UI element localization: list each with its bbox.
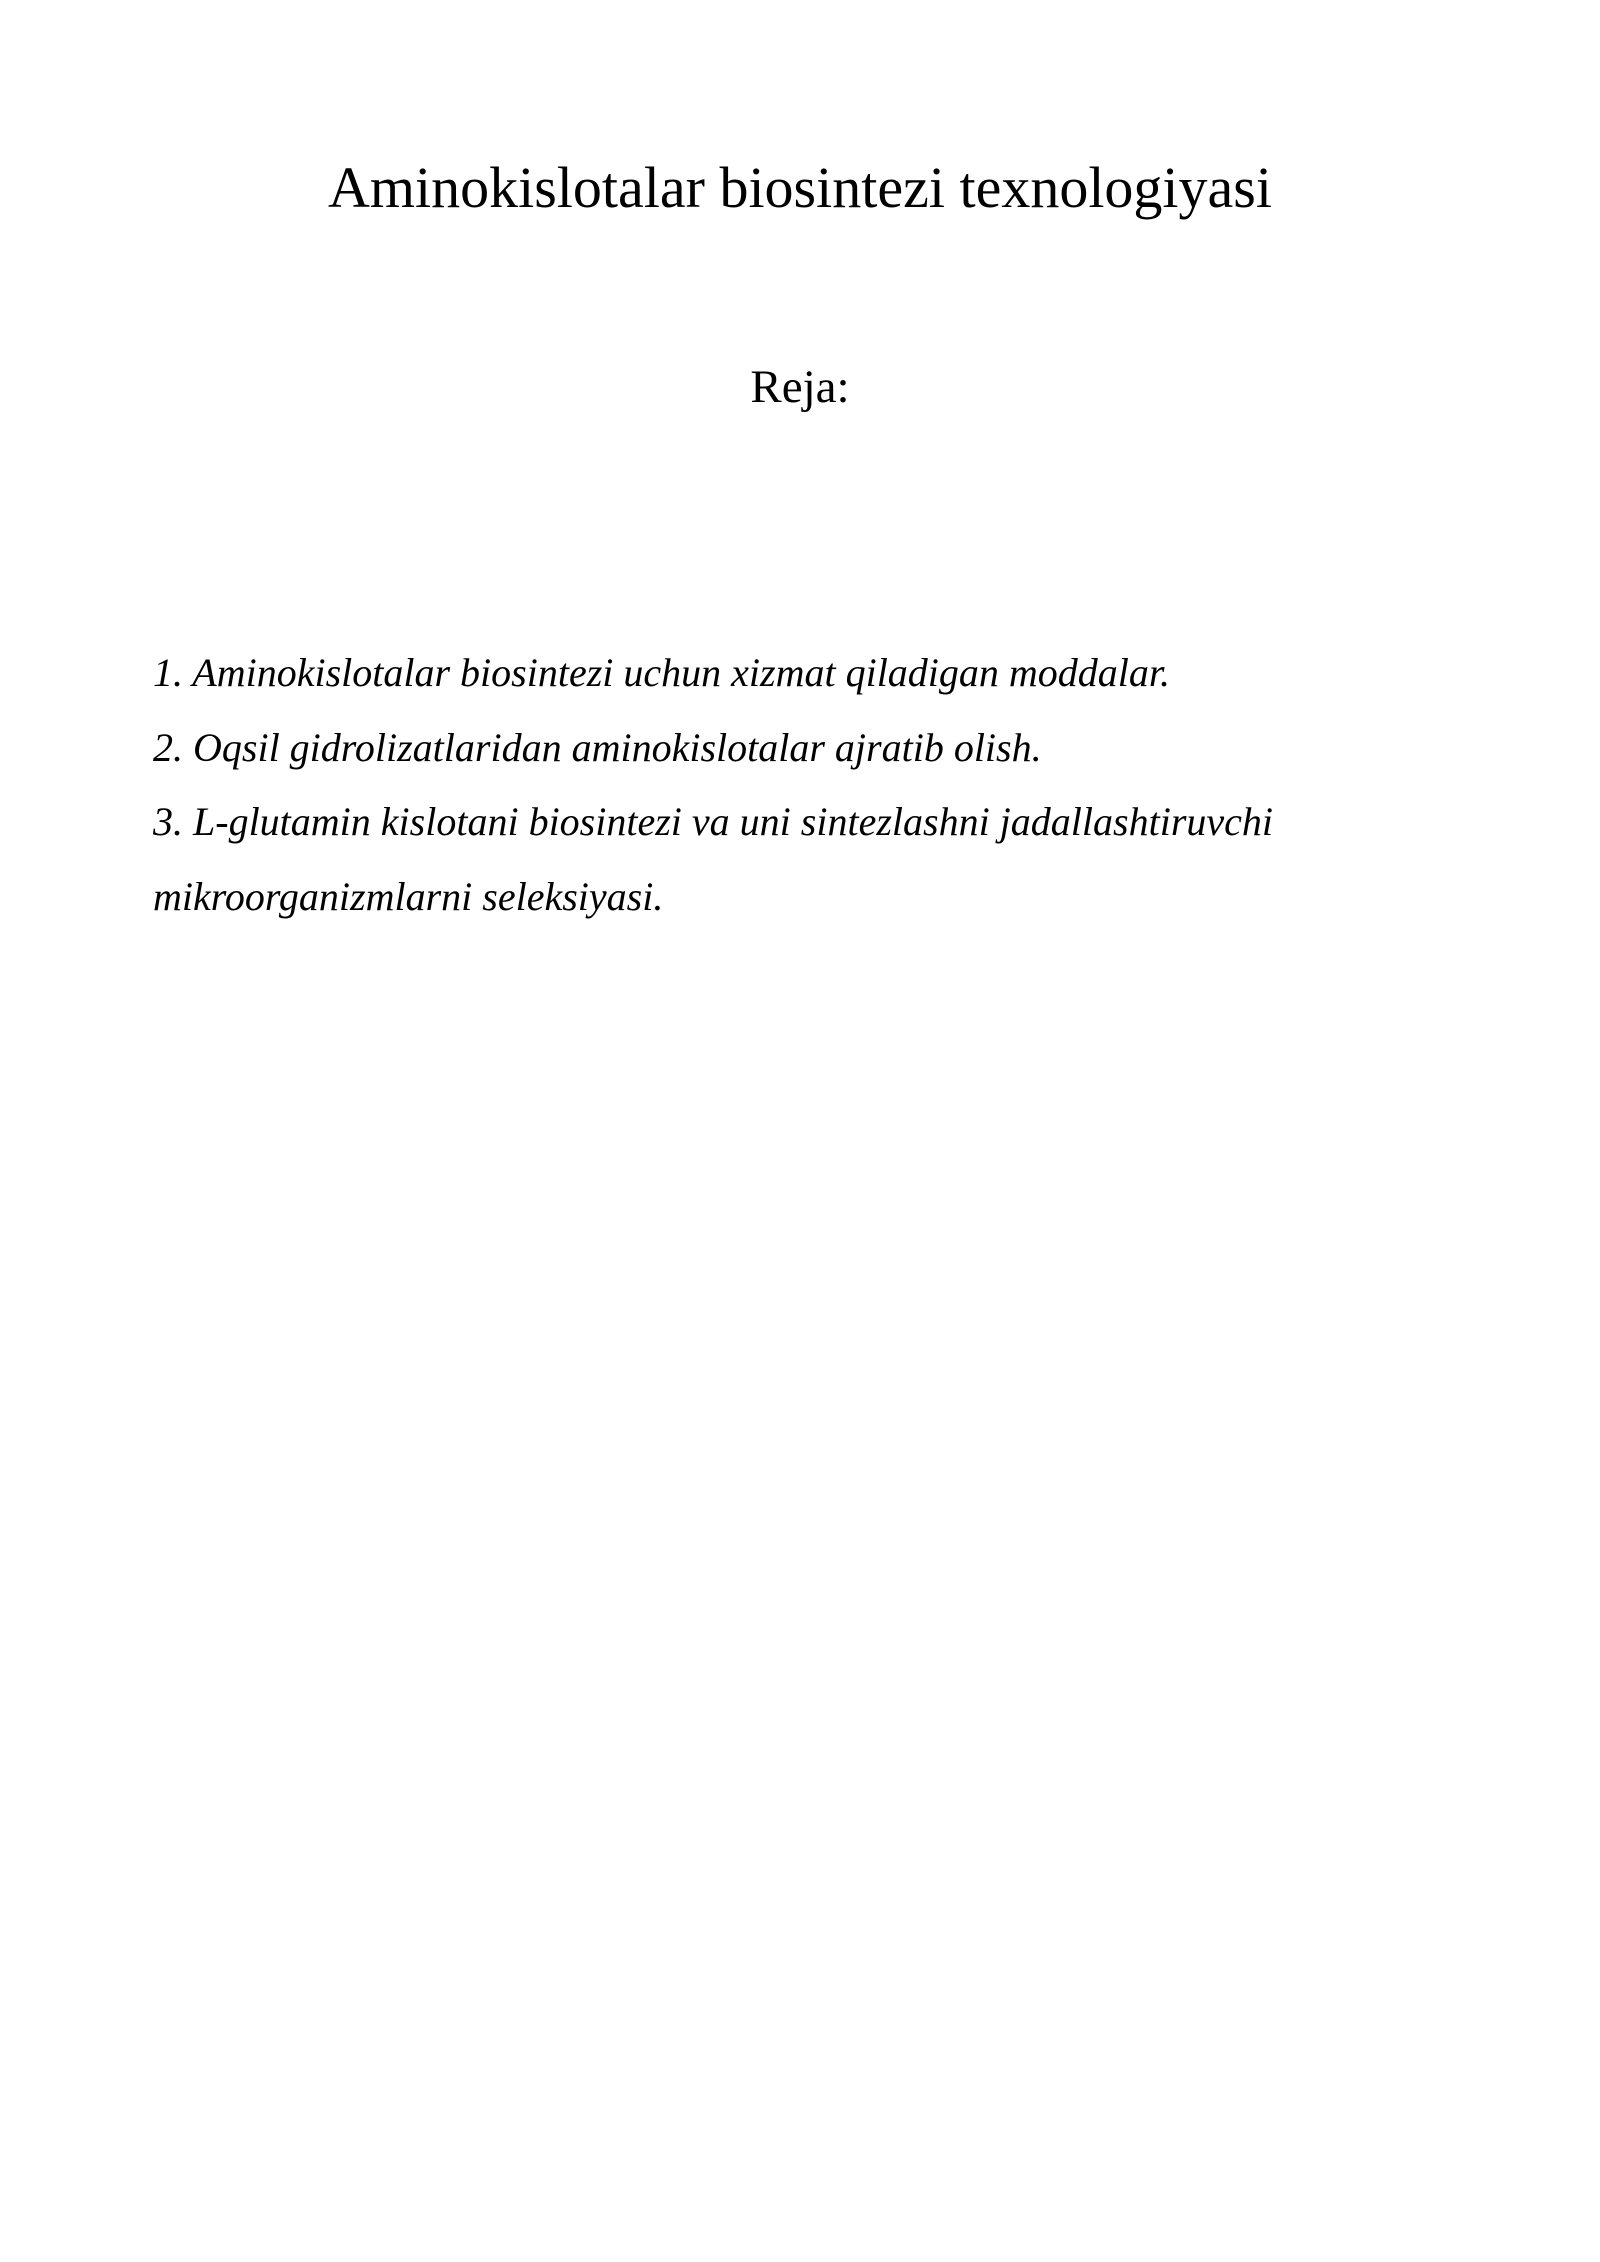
plan-item-1: 1. Aminokislotalar biosintezi uchun xizmat qiladigan moddalar. [153,650,1171,695]
document-title: Aminokislotalar biosintezi texnologiyasi [328,155,1272,220]
plan-heading: Reja: [750,361,850,413]
plan-item-3: 3. L-glutamin kislotani biosintezi va uni sintezlashni jadallashtiruvchi mikroorganizmlarni seleksiyasi. [153,799,1273,919]
plan-list [153,636,1453,934]
plan-item-2: 2. Oqsil gidrolizatlaridan aminokislotalar ajratib olish. [153,724,1042,770]
